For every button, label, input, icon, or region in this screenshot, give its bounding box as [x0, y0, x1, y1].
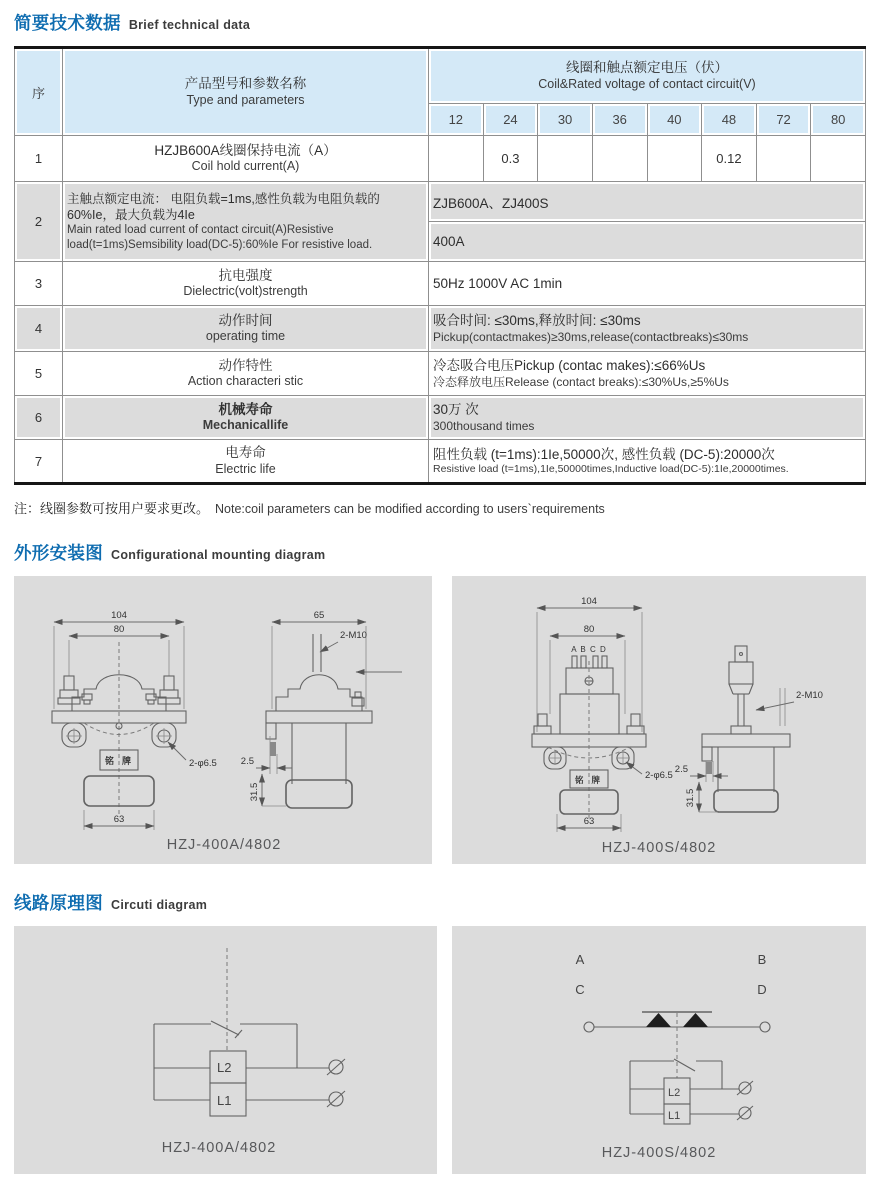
row1-no: 1	[15, 136, 63, 182]
voltage-col-36: 36	[592, 104, 647, 136]
section-title-circuit-diagram	[14, 890, 866, 915]
mounting-diagrams	[14, 576, 866, 864]
header-params	[63, 48, 429, 136]
circuit-panel-hzj400a	[14, 926, 437, 1174]
header-voltage	[429, 48, 866, 104]
voltage-col-12: 12	[429, 104, 484, 136]
stud-callout-label: 2-M10	[796, 689, 823, 701]
hole-callout-label: 2-φ6.5	[189, 757, 217, 769]
section-title-en: Circuti diagram	[111, 897, 208, 912]
row6-value-zh: 30万 次	[433, 402, 479, 418]
row7-parameter	[63, 440, 429, 484]
coil-l2-label: L2	[217, 1059, 232, 1075]
side-dim-65-label: 65	[313, 609, 325, 621]
row4-value	[429, 306, 866, 352]
circuit-drawing-hzj400s	[452, 926, 866, 1174]
header-voltage-en: Coil&Rated voltage of contact circuit(V)	[538, 76, 756, 91]
dim-80-label: 80	[583, 623, 595, 635]
row1-value-80	[811, 136, 866, 182]
dim-104-label: 104	[111, 609, 127, 621]
row7-value-zh: 阻性负载 (t=1ms):1Ie,50000次, 感性负载 (DC-5):20000次	[433, 446, 775, 462]
row5-no: 5	[15, 352, 63, 396]
row1-parameter	[63, 136, 429, 182]
side-dim-31-5-label: 31.5	[685, 788, 696, 807]
table-row	[15, 182, 866, 222]
table-row	[15, 136, 866, 182]
mounting-drawing-hzj400s	[452, 576, 866, 864]
dim-104-label: 104	[581, 595, 597, 607]
mounting-panel-hzj400s	[452, 576, 866, 864]
side-dim-2-5-label: 2.5	[674, 763, 688, 775]
coil-l1-label: L1	[217, 1092, 232, 1108]
row2-value-current: 400A	[429, 222, 866, 262]
dim-63-label: 63	[583, 815, 595, 827]
row2-parameter-zh: 主触点额定电流： 电阻负载=1ms,感性负载为电阻负载的60%Ie，最大负载为4Ie	[67, 191, 380, 223]
mounting-caption-hzj400s: HZJ-400S/4802	[601, 839, 717, 856]
table-row	[15, 48, 866, 104]
row7-value-en: Resistive load (t=1ms),1Ie,50000times,Inductive load(DC-5):1Ie,20000times.	[433, 463, 789, 476]
circuit-diagrams	[14, 926, 866, 1174]
table-row	[15, 306, 866, 352]
mounting-caption-hzj400a: HZJ-400A/4802	[166, 836, 282, 853]
row1-value-40	[647, 136, 702, 182]
section-title-zh: 线路原理图	[14, 892, 103, 913]
voltage-col-24: 24	[483, 104, 538, 136]
circuit-drawing-hzj400a	[14, 926, 437, 1174]
nameplate-label: 铭牌	[575, 774, 609, 785]
side-dim-2-5-label: 2.5	[240, 755, 254, 767]
row1-value-48: 0.12	[702, 136, 757, 182]
circuit-panel-hzj400s	[452, 926, 866, 1174]
coil-l2-label: L2	[668, 1086, 681, 1099]
footnote-zh: 注：线圈参数可按用户要求更改。	[14, 501, 210, 516]
row4-parameter-zh: 动作时间	[218, 312, 273, 328]
row5-value-zh: 冷态吸合电压Pickup (contac makes):≤66%Us	[433, 358, 706, 374]
row1-value-36	[592, 136, 647, 182]
row1-parameter-en: Coil hold current(A)	[191, 159, 300, 174]
row4-value-en: Pickup(contactmakes)≥30ms,release(contactbreaks)≤30ms	[433, 329, 749, 344]
header-voltage-zh: 线圈和触点额定电压（伏）	[566, 60, 728, 76]
row1-value-12	[429, 136, 484, 182]
terminal-b-label: B	[757, 951, 767, 967]
header-params-en: Type and parameters	[186, 92, 305, 107]
row1-parameter-zh: HZJB600A线圈保持电流（A）	[154, 142, 337, 158]
row1-value-30	[538, 136, 593, 182]
row7-parameter-zh: 电寿命	[225, 445, 266, 461]
row3-parameter	[63, 262, 429, 306]
section-title-brief-technical-data	[14, 10, 866, 35]
row2-parameter	[63, 182, 429, 262]
row4-parameter-en: operating time	[205, 329, 286, 344]
row6-no: 6	[15, 396, 63, 440]
voltage-col-80: 80	[811, 104, 866, 136]
row7-value	[429, 440, 866, 484]
table-row	[15, 440, 866, 484]
row5-value	[429, 352, 866, 396]
row5-value-en: 冷态释放电压Release (contact breaks):≤30%Us,≥5%Us	[433, 374, 729, 389]
row5-parameter-en: Action characteri stic	[187, 374, 304, 389]
voltage-col-72: 72	[756, 104, 811, 136]
voltage-col-40: 40	[647, 104, 702, 136]
section-title-en: Brief technical data	[128, 18, 251, 32]
row6-parameter-en: Mechanicallife	[202, 418, 289, 433]
row2-parameter-en: Main rated load current of contact circuit(A)Resistive load(t=1ms)Semsibility load(DC-5):60%Ie For resistive load.	[67, 224, 373, 251]
side-dim-31-5-label: 31.5	[249, 782, 260, 801]
row4-value-zh: 吸合时间: ≤30ms,释放时间: ≤30ms	[433, 313, 641, 329]
section-title-en: Configurational mounting diagram	[111, 547, 326, 562]
section-title-zh: 外形安装图	[14, 542, 103, 563]
hole-callout-label: 2-φ6.5	[645, 769, 673, 781]
nameplate-label: 铭牌	[105, 755, 140, 766]
row6-parameter	[63, 396, 429, 440]
dim-63-label: 63	[113, 813, 125, 825]
row2-value-types: ZJB600A、ZJ400S	[429, 182, 866, 222]
dim-80-label: 80	[113, 623, 125, 635]
footnote-en: Note:coil parameters can be modified according to users`requirements	[215, 502, 605, 516]
row3-value: 50Hz 1000V AC 1min	[429, 262, 866, 306]
mounting-panel-hzj400a	[14, 576, 432, 864]
row6-value	[429, 396, 866, 440]
terminal-d-label: D	[757, 981, 767, 997]
terminal-a-label: A	[575, 951, 585, 967]
row6-value-en: 300thousand times	[433, 418, 535, 433]
section-title-mounting-diagram	[14, 540, 866, 565]
row3-parameter-en: Dielectric(volt)strength	[183, 284, 308, 299]
row5-parameter-zh: 动作特性	[218, 357, 273, 373]
terminal-c-label: C	[575, 981, 585, 997]
row7-parameter-en: Electric life	[215, 461, 276, 476]
table-row	[15, 262, 866, 306]
table-row	[15, 396, 866, 440]
row1-value-24: 0.3	[483, 136, 538, 182]
coil-l1-label: L1	[668, 1109, 681, 1122]
header-params-zh: 产品型号和参数名称	[184, 76, 307, 92]
row6-parameter-zh: 机械寿命	[218, 401, 273, 417]
row4-parameter	[63, 306, 429, 352]
mounting-drawing-hzj400a	[14, 576, 432, 864]
stud-callout-label: 2-M10	[340, 629, 367, 641]
technical-data-table	[14, 46, 866, 485]
row7-no: 7	[15, 440, 63, 484]
row4-no: 4	[15, 306, 63, 352]
row5-parameter	[63, 352, 429, 396]
row2-no: 2	[15, 182, 63, 262]
header-no: 序	[15, 48, 63, 136]
voltage-col-30: 30	[538, 104, 593, 136]
row3-no: 3	[15, 262, 63, 306]
table-row	[15, 352, 866, 396]
circuit-caption-hzj400s: HZJ-400S/4802	[601, 1144, 717, 1161]
voltage-col-48: 48	[702, 104, 757, 136]
circuit-caption-hzj400a: HZJ-400A/4802	[161, 1139, 277, 1156]
section-title-zh: 简要技术数据	[14, 13, 121, 33]
row1-value-72	[756, 136, 811, 182]
terminal-labels: A B C D	[571, 644, 607, 654]
footnote	[14, 498, 866, 518]
row3-parameter-zh: 抗电强度	[218, 267, 273, 283]
